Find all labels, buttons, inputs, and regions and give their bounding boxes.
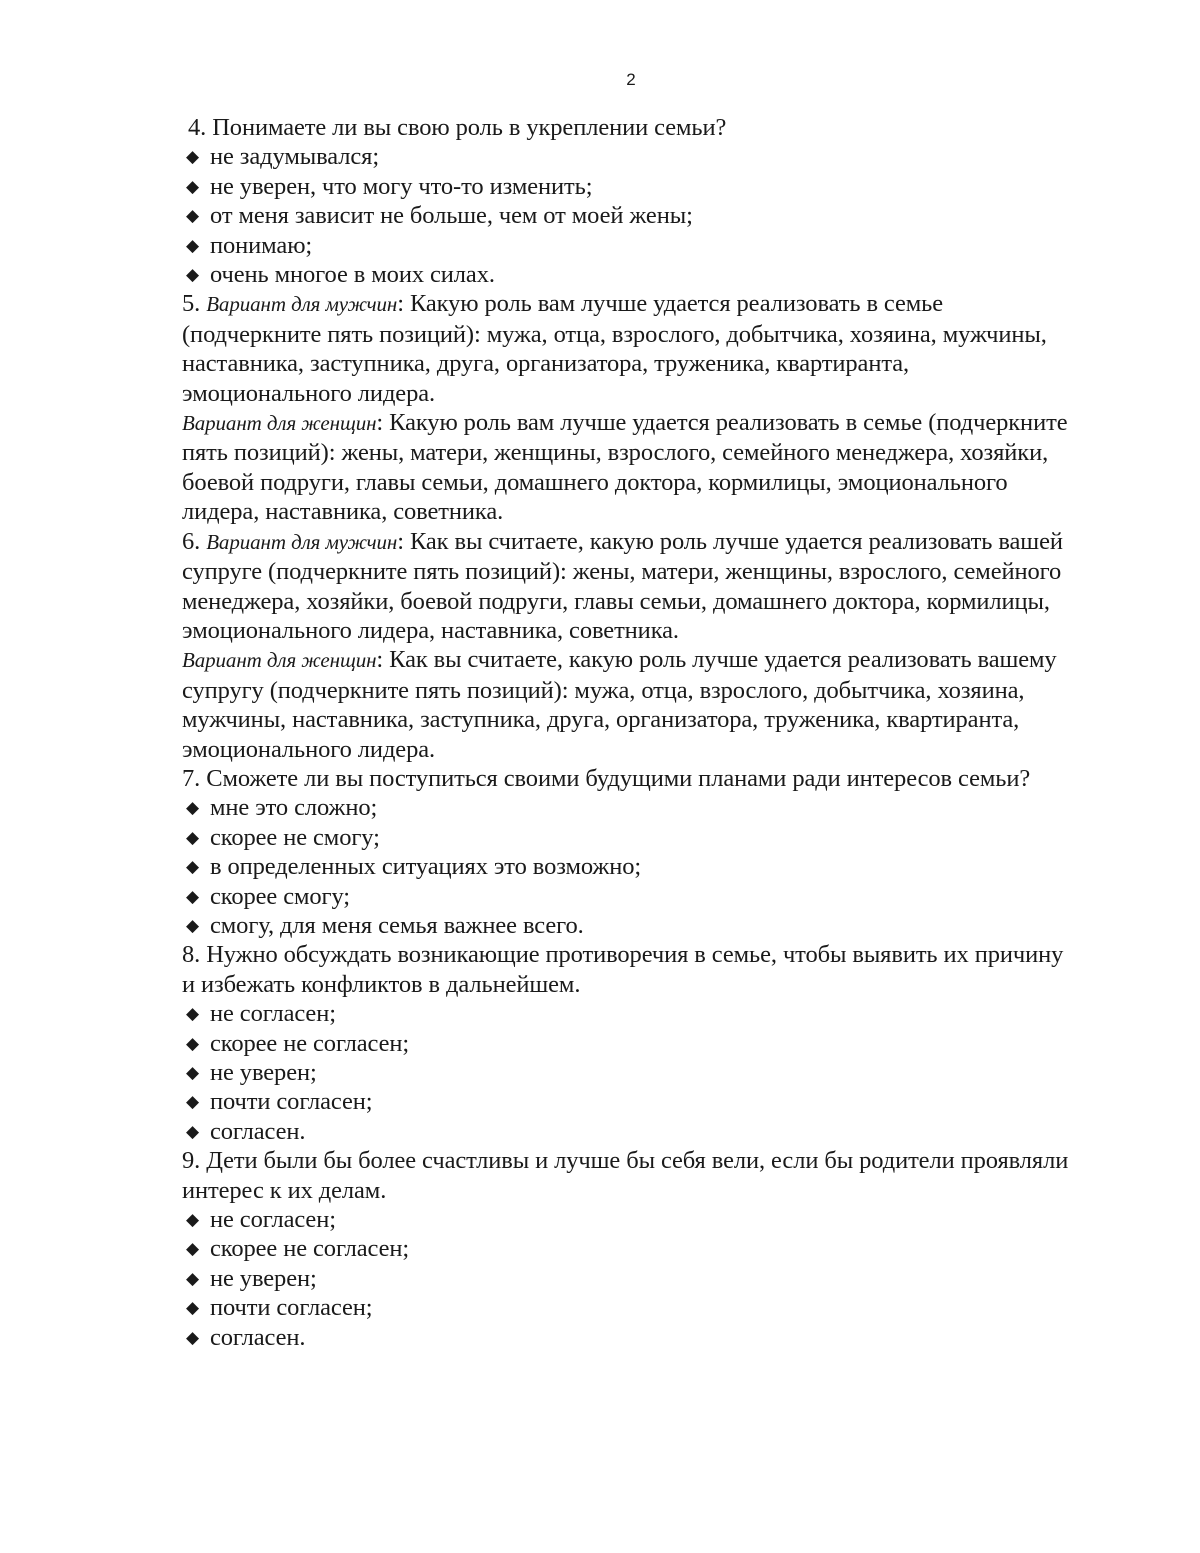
- option-item: ◆ не задумывался;: [186, 143, 380, 171]
- variant-men-label: Вариант для мужчин: [206, 292, 398, 317]
- question-4: 4. Понимаете ли вы свою роль в укреплении семьи?: [188, 114, 727, 141]
- diamond-bullet-icon: ◆: [186, 1121, 199, 1141]
- diamond-bullet-icon: ◆: [186, 1004, 199, 1024]
- variant-women-label: Вариант для женщин: [182, 648, 377, 673]
- option-item: ◆ согласен.: [186, 1117, 306, 1145]
- diamond-bullet-icon: ◆: [186, 886, 199, 906]
- diamond-bullet-icon: ◆: [186, 235, 199, 255]
- question-9-options: [182, 1205, 1082, 1352]
- question-4-options: [182, 142, 1082, 289]
- option-item: ◆ в определенных ситуациях это возможно;: [186, 853, 642, 881]
- option-item: ◆ скорее смогу;: [186, 882, 351, 910]
- option-item: ◆ скорее не согласен;: [186, 1235, 410, 1263]
- page-number: 2: [626, 70, 636, 89]
- diamond-bullet-icon: ◆: [186, 1092, 199, 1112]
- option-item: ◆ очень многое в моих силах.: [186, 261, 495, 289]
- question-8: 8. Нужно обсуждать возникающие противоречия в семье, чтобы выявить их причину и избежать конфликтов в дальнейшем.: [182, 941, 1064, 998]
- diamond-bullet-icon: ◆: [186, 1327, 199, 1347]
- diamond-bullet-icon: ◆: [186, 1268, 199, 1288]
- diamond-bullet-icon: ◆: [186, 857, 199, 877]
- diamond-bullet-icon: ◆: [186, 1063, 199, 1082]
- diamond-bullet-icon: ◆: [186, 915, 199, 935]
- diamond-bullet-icon: ◆: [186, 1210, 199, 1230]
- question-9: 9. Дети были бы более счастливы и лучше бы себя вели, если бы родители проявляли интерес к их делам.: [182, 1147, 1069, 1204]
- option-item: ◆ от меня зависит не больше, чем от моей жены;: [186, 202, 693, 230]
- diamond-bullet-icon: ◆: [186, 176, 199, 196]
- diamond-bullet-icon: ◆: [186, 1298, 199, 1318]
- option-item: ◆ согласен.: [186, 1323, 306, 1351]
- option-item: ◆ не уверен;: [186, 1059, 317, 1086]
- option-item: ◆ почти согласен;: [186, 1294, 373, 1322]
- question-8-options: [182, 999, 1082, 1146]
- option-item: ◆ почти согласен;: [186, 1088, 373, 1116]
- option-item: ◆ скорее не согласен;: [186, 1029, 410, 1057]
- variant-men-label: Вариант для мужчин: [206, 529, 398, 554]
- diamond-bullet-icon: ◆: [186, 147, 199, 167]
- option-item: ◆ смогу, для меня семья важнее всего.: [186, 911, 584, 939]
- diamond-bullet-icon: ◆: [186, 206, 199, 226]
- question-6-women: Вариант для женщин: Как вы считаете, какую роль лучше удается реализовать вашему супругу (подчеркните пять позиций): мужа, отца, взрослого, добытчика, хозяина, мужчины, наставника, заступника, друга, организатора, труженика, квартиранта, эмоционального лидера.: [182, 646, 1057, 763]
- questionnaire-content: [182, 113, 1082, 1352]
- diamond-bullet-icon: ◆: [186, 798, 199, 818]
- option-item: ◆ не согласен;: [186, 1000, 336, 1028]
- option-item: ◆ не уверен, что могу что-то изменить;: [186, 172, 593, 200]
- variant-women-label: Вариант для женщин: [182, 411, 377, 436]
- option-item: ◆ не уверен;: [186, 1264, 317, 1292]
- question-5-women: Вариант для женщин: Какую роль вам лучше удается реализовать в семье (подчеркните пять позиций): жены, матери, женщины, взрослого, семейного менеджера, хозяйки, боевой подруги, главы семьи, домашнего доктора, кормилицы, эмоционального лидера, наставника, советника.: [182, 409, 1068, 526]
- option-item: ◆ скорее не смогу;: [186, 823, 380, 851]
- question-7: 7. Сможете ли вы поступиться своими будущими планами ради интересов семьи?: [182, 764, 1031, 792]
- question-5-men: 5. Вариант для мужчин: Какую роль вам лучше удается реализовать в семье (подчеркните пять позиций): мужа, отца, взрослого, добытчика, хозяина, мужчины, наставника, заступника, друга, организатора, труженика, квартиранта, эмоционального лидера.: [182, 290, 1047, 407]
- option-item: ◆ не согласен;: [186, 1206, 336, 1234]
- diamond-bullet-icon: ◆: [186, 827, 199, 847]
- diamond-bullet-icon: ◆: [186, 265, 199, 285]
- diamond-bullet-icon: ◆: [186, 1033, 199, 1053]
- option-item: ◆ мне это сложно;: [186, 794, 378, 822]
- diamond-bullet-icon: ◆: [186, 1239, 199, 1259]
- option-item: ◆ понимаю;: [186, 231, 313, 259]
- question-6-men: 6. Вариант для мужчин: Как вы считаете, какую роль лучше удается реализовать вашей супруге (подчеркните пять позиций): жены, матери, женщины, взрослого, семейного менеджера, хозяйки, боевой подруги, главы семьи, домашнего доктора, кормилицы, эмоционального лидера, наставника, советника.: [182, 527, 1063, 644]
- question-7-options: [182, 793, 1082, 940]
